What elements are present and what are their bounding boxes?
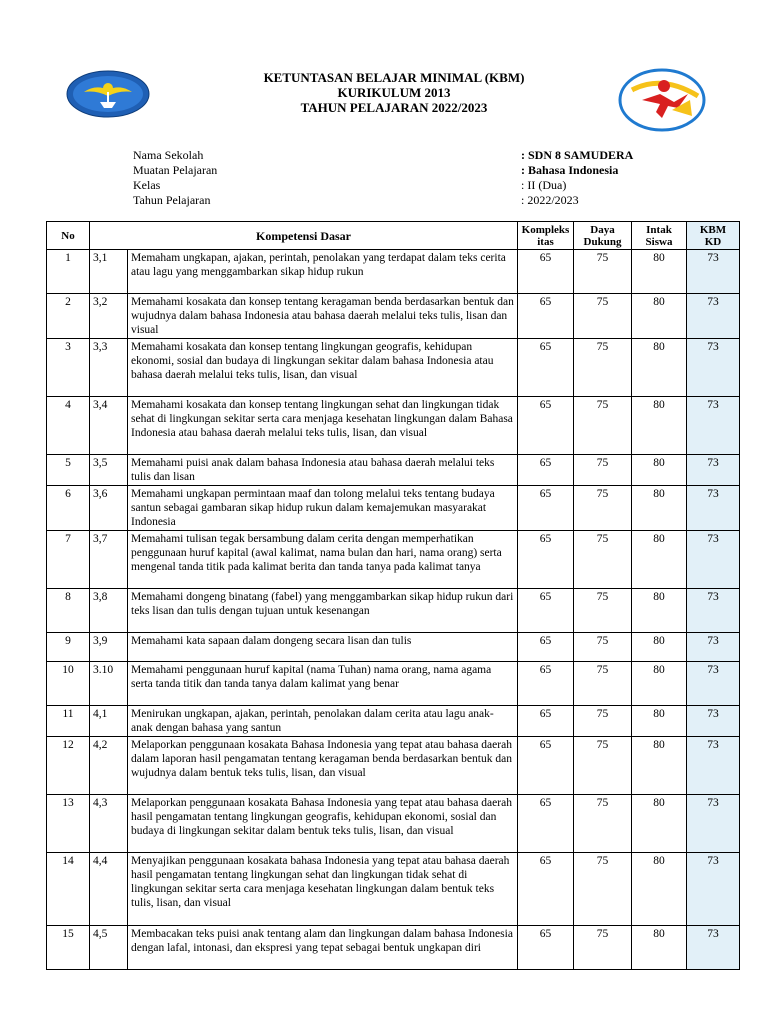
- intak-siswa-value: 80: [632, 795, 687, 853]
- info-label: Muatan Pelajaran: [133, 163, 218, 177]
- kbm-kd-value: 73: [687, 926, 740, 970]
- info-value: : II (Dua): [521, 178, 567, 192]
- kbm-kd-value: 73: [687, 250, 740, 294]
- kd-description: Memahami kosakata dan konsep tentang lingkungan sehat dan lingkungan tidak sehat di lingkungan sekitar serta cara menjaga kesehatan lingkungan dalam Bahasa Indonesia atau bahasa daerah melalui teks tulis, lisan, dan visual: [128, 397, 518, 455]
- kbm-kd-value: 73: [687, 486, 740, 531]
- intak-siswa-value: 80: [632, 662, 687, 706]
- kbm-kd-value: 73: [687, 662, 740, 706]
- table-row: [47, 662, 740, 706]
- daya-dukung-value: 75: [574, 397, 632, 455]
- kd-code: 3,8: [90, 589, 128, 633]
- kd-description: Memahami kata sapaan dalam dongeng secara lisan dan tulis: [128, 633, 518, 662]
- info-row-year: [0, 193, 768, 208]
- kd-code: 3,9: [90, 633, 128, 662]
- table-row: [47, 926, 740, 970]
- intak-siswa-value: 80: [632, 633, 687, 662]
- info-value: : SDN 8 SAMUDERA: [521, 148, 634, 162]
- row-number: 10: [47, 662, 90, 706]
- info-label: Kelas: [133, 178, 161, 192]
- table-row: [47, 706, 740, 737]
- kompleksitas-value: 65: [518, 250, 574, 294]
- kd-description: Memahami dongeng binatang (fabel) yang menggambarkan sikap hidup rukun dari teks lisan dan tulis dengan tujuan untuk kesenangan: [128, 589, 518, 633]
- intak-siswa-value: 80: [632, 250, 687, 294]
- kd-description: Melaporkan penggunaan kosakata Bahasa Indonesia yang tepat atau bahasa daerah dalam laporan hasil pengamatan tentang keragaman benda berdasarkan bentuk dan wujudnya dalam bentuk teks tulis, lisan, dan visual: [128, 737, 518, 795]
- daya-dukung-value: 75: [574, 706, 632, 737]
- table-row: [47, 795, 740, 853]
- kd-description: Memahami kosakata dan konsep tentang lingkungan geografis, kehidupan ekonomi, sosial dan budaya di lingkungan sekitar dalam bahasa Indonesia atau bahasa daerah melalui teks tulis, lisan, dan visual: [128, 339, 518, 397]
- daya-dukung-value: 75: [574, 662, 632, 706]
- kurikulum-2013-logo-icon: [612, 66, 712, 134]
- intak-siswa-value: 80: [632, 397, 687, 455]
- table-row: [47, 455, 740, 486]
- kd-code: 4,5: [90, 926, 128, 970]
- row-number: 6: [47, 486, 90, 531]
- table-header-row: [47, 222, 740, 250]
- kd-description: Memahami penggunaan huruf kapital (nama Tuhan) nama orang, nama agama serta tanda titik dan tanda tanya dalam kalimat yang benar: [128, 662, 518, 706]
- daya-dukung-value: 75: [574, 853, 632, 926]
- table-row: [47, 853, 740, 926]
- daya-dukung-value: 75: [574, 294, 632, 339]
- daya-dukung-value: 75: [574, 339, 632, 397]
- intak-siswa-value: 80: [632, 455, 687, 486]
- header-no: No: [47, 222, 90, 250]
- kbm-kd-value: 73: [687, 853, 740, 926]
- header-kbm-kd: KBM KD: [687, 222, 740, 250]
- kd-code: 3,1: [90, 250, 128, 294]
- kbm-kd-value: 73: [687, 633, 740, 662]
- title-line-2: KURIKULUM 2013: [337, 85, 451, 100]
- kd-description: Memahami tulisan tegak bersambung dalam cerita dengan memperhatikan penggunaan huruf kapital (awal kalimat, nama bulan dan hari, nama orang) serta mengenal tanda titik pada kalimat berita dan tanda tanya pada kalimat tanya: [128, 531, 518, 589]
- kbm-kd-value: 73: [687, 589, 740, 633]
- daya-dukung-value: 75: [574, 455, 632, 486]
- kd-code: 4,2: [90, 737, 128, 795]
- table-row: [47, 737, 740, 795]
- kbm-kd-value: 73: [687, 339, 740, 397]
- kd-code: 3,6: [90, 486, 128, 531]
- kompleksitas-value: 65: [518, 486, 574, 531]
- intak-siswa-value: 80: [632, 853, 687, 926]
- intak-siswa-value: 80: [632, 926, 687, 970]
- document-title: [180, 70, 608, 115]
- intak-siswa-value: 80: [632, 737, 687, 795]
- kd-code: 4,1: [90, 706, 128, 737]
- daya-dukung-value: 75: [574, 250, 632, 294]
- kompleksitas-value: 65: [518, 662, 574, 706]
- daya-dukung-value: 75: [574, 486, 632, 531]
- kompleksitas-value: 65: [518, 853, 574, 926]
- table-body: [47, 250, 740, 970]
- row-number: 4: [47, 397, 90, 455]
- row-number: 11: [47, 706, 90, 737]
- kd-description: Memahami ungkapan permintaan maaf dan tolong melalui teks tentang budaya santun sebagai gambaran sikap hidup rukun dalam kemajemukan masyarakat Indonesia: [128, 486, 518, 531]
- info-value: : 2022/2023: [521, 193, 579, 207]
- kd-description: Melaporkan penggunaan kosakata Bahasa Indonesia yang tepat atau bahasa daerah hasil pengamatan tentang lingkungan geografis, kehidupan ekonomi, sosial dan budaya di lingkungan sekitar dalam bentuk teks tulis, lisan, dan visual: [128, 795, 518, 853]
- row-number: 7: [47, 531, 90, 589]
- kompleksitas-value: 65: [518, 795, 574, 853]
- kbm-kd-value: 73: [687, 397, 740, 455]
- row-number: 12: [47, 737, 90, 795]
- daya-dukung-value: 75: [574, 795, 632, 853]
- intak-siswa-value: 80: [632, 706, 687, 737]
- daya-dukung-value: 75: [574, 589, 632, 633]
- kompleksitas-value: 65: [518, 531, 574, 589]
- kbm-kd-value: 73: [687, 455, 740, 486]
- kd-code: 3,5: [90, 455, 128, 486]
- intak-siswa-value: 80: [632, 294, 687, 339]
- table-row: [47, 397, 740, 455]
- kd-description: Membacakan teks puisi anak tentang alam dan lingkungan dalam bahasa Indonesia dengan lafal, intonasi, dan ekspresi yang tepat sebagai bentuk ungkapan diri: [128, 926, 518, 970]
- intak-siswa-value: 80: [632, 486, 687, 531]
- row-number: 5: [47, 455, 90, 486]
- kd-description: Memaham ungkapan, ajakan, perintah, penolakan yang terdapat dalam teks cerita atau lagu yang menggambarkan sikap hidup rukun: [128, 250, 518, 294]
- kompleksitas-value: 65: [518, 737, 574, 795]
- info-row-class: [0, 178, 768, 193]
- kompleksitas-value: 65: [518, 339, 574, 397]
- kd-code: 4,4: [90, 853, 128, 926]
- info-label: Tahun Pelajaran: [133, 193, 211, 207]
- row-number: 14: [47, 853, 90, 926]
- kbm-kd-value: 73: [687, 706, 740, 737]
- tut-wuri-handayani-logo-icon: [66, 70, 150, 118]
- intak-siswa-value: 80: [632, 589, 687, 633]
- header-kompleksitas: Kompleks itas: [518, 222, 574, 250]
- kd-description: Memahami puisi anak dalam bahasa Indonesia atau bahasa daerah melalui teks tulis dan lisan: [128, 455, 518, 486]
- kbm-kd-value: 73: [687, 795, 740, 853]
- row-number: 8: [47, 589, 90, 633]
- row-number: 2: [47, 294, 90, 339]
- info-row-subject: [0, 163, 768, 178]
- kompleksitas-value: 65: [518, 633, 574, 662]
- kompleksitas-value: 65: [518, 397, 574, 455]
- kd-code: 4,3: [90, 795, 128, 853]
- daya-dukung-value: 75: [574, 633, 632, 662]
- table-row: [47, 633, 740, 662]
- kompleksitas-value: 65: [518, 455, 574, 486]
- info-label: Nama Sekolah: [133, 148, 204, 162]
- kd-code: 3,2: [90, 294, 128, 339]
- daya-dukung-value: 75: [574, 926, 632, 970]
- kompleksitas-value: 65: [518, 706, 574, 737]
- kd-description: Menirukan ungkapan, ajakan, perintah, penolakan dalam cerita atau lagu anak-anak dengan bahasa yang santun: [128, 706, 518, 737]
- title-line-1: KETUNTASAN BELAJAR MINIMAL (KBM): [263, 70, 525, 85]
- table-row: [47, 250, 740, 294]
- info-row-school: [0, 148, 768, 163]
- intak-siswa-value: 80: [632, 531, 687, 589]
- table-row: [47, 531, 740, 589]
- kbm-kd-value: 73: [687, 294, 740, 339]
- kompleksitas-value: 65: [518, 926, 574, 970]
- kd-code: 3,3: [90, 339, 128, 397]
- header-intak-siswa: Intak Siswa: [632, 222, 687, 250]
- info-value: : Bahasa Indonesia: [521, 163, 619, 177]
- document-header: [0, 0, 768, 140]
- kd-code: 3.10: [90, 662, 128, 706]
- kbm-table: [46, 221, 740, 970]
- kbm-kd-value: 73: [687, 737, 740, 795]
- kd-code: 3,7: [90, 531, 128, 589]
- row-number: 9: [47, 633, 90, 662]
- table-row: [47, 589, 740, 633]
- school-info: [0, 148, 768, 208]
- kompleksitas-value: 65: [518, 294, 574, 339]
- header-daya-dukung: Daya Dukung: [574, 222, 632, 250]
- title-line-3: TAHUN PELAJARAN 2022/2023: [300, 100, 488, 115]
- kompleksitas-value: 65: [518, 589, 574, 633]
- row-number: 1: [47, 250, 90, 294]
- kd-code: 3,4: [90, 397, 128, 455]
- row-number: 15: [47, 926, 90, 970]
- kbm-kd-value: 73: [687, 531, 740, 589]
- kd-description: Menyajikan penggunaan kosakata bahasa Indonesia yang tepat atau bahasa daerah hasil pengamatan tentang lingkungan sehat dan lingkungan tidak sehat di lingkungan sekitar serta cara menjaga kesehatan lingkungan dalam bentuk teks tulis, lisan, dan visual: [128, 853, 518, 926]
- daya-dukung-value: 75: [574, 531, 632, 589]
- kd-description: Memahami kosakata dan konsep tentang keragaman benda berdasarkan bentuk dan wujudnya dalam bahasa Indonesia atau bahasa daerah melalui teks tulis, lisan dan visual: [128, 294, 518, 339]
- row-number: 13: [47, 795, 90, 853]
- table-row: [47, 294, 740, 339]
- header-kompetensi-dasar: Kompetensi Dasar: [90, 222, 518, 250]
- intak-siswa-value: 80: [632, 339, 687, 397]
- daya-dukung-value: 75: [574, 737, 632, 795]
- row-number: 3: [47, 339, 90, 397]
- table-row: [47, 486, 740, 531]
- table-row: [47, 339, 740, 397]
